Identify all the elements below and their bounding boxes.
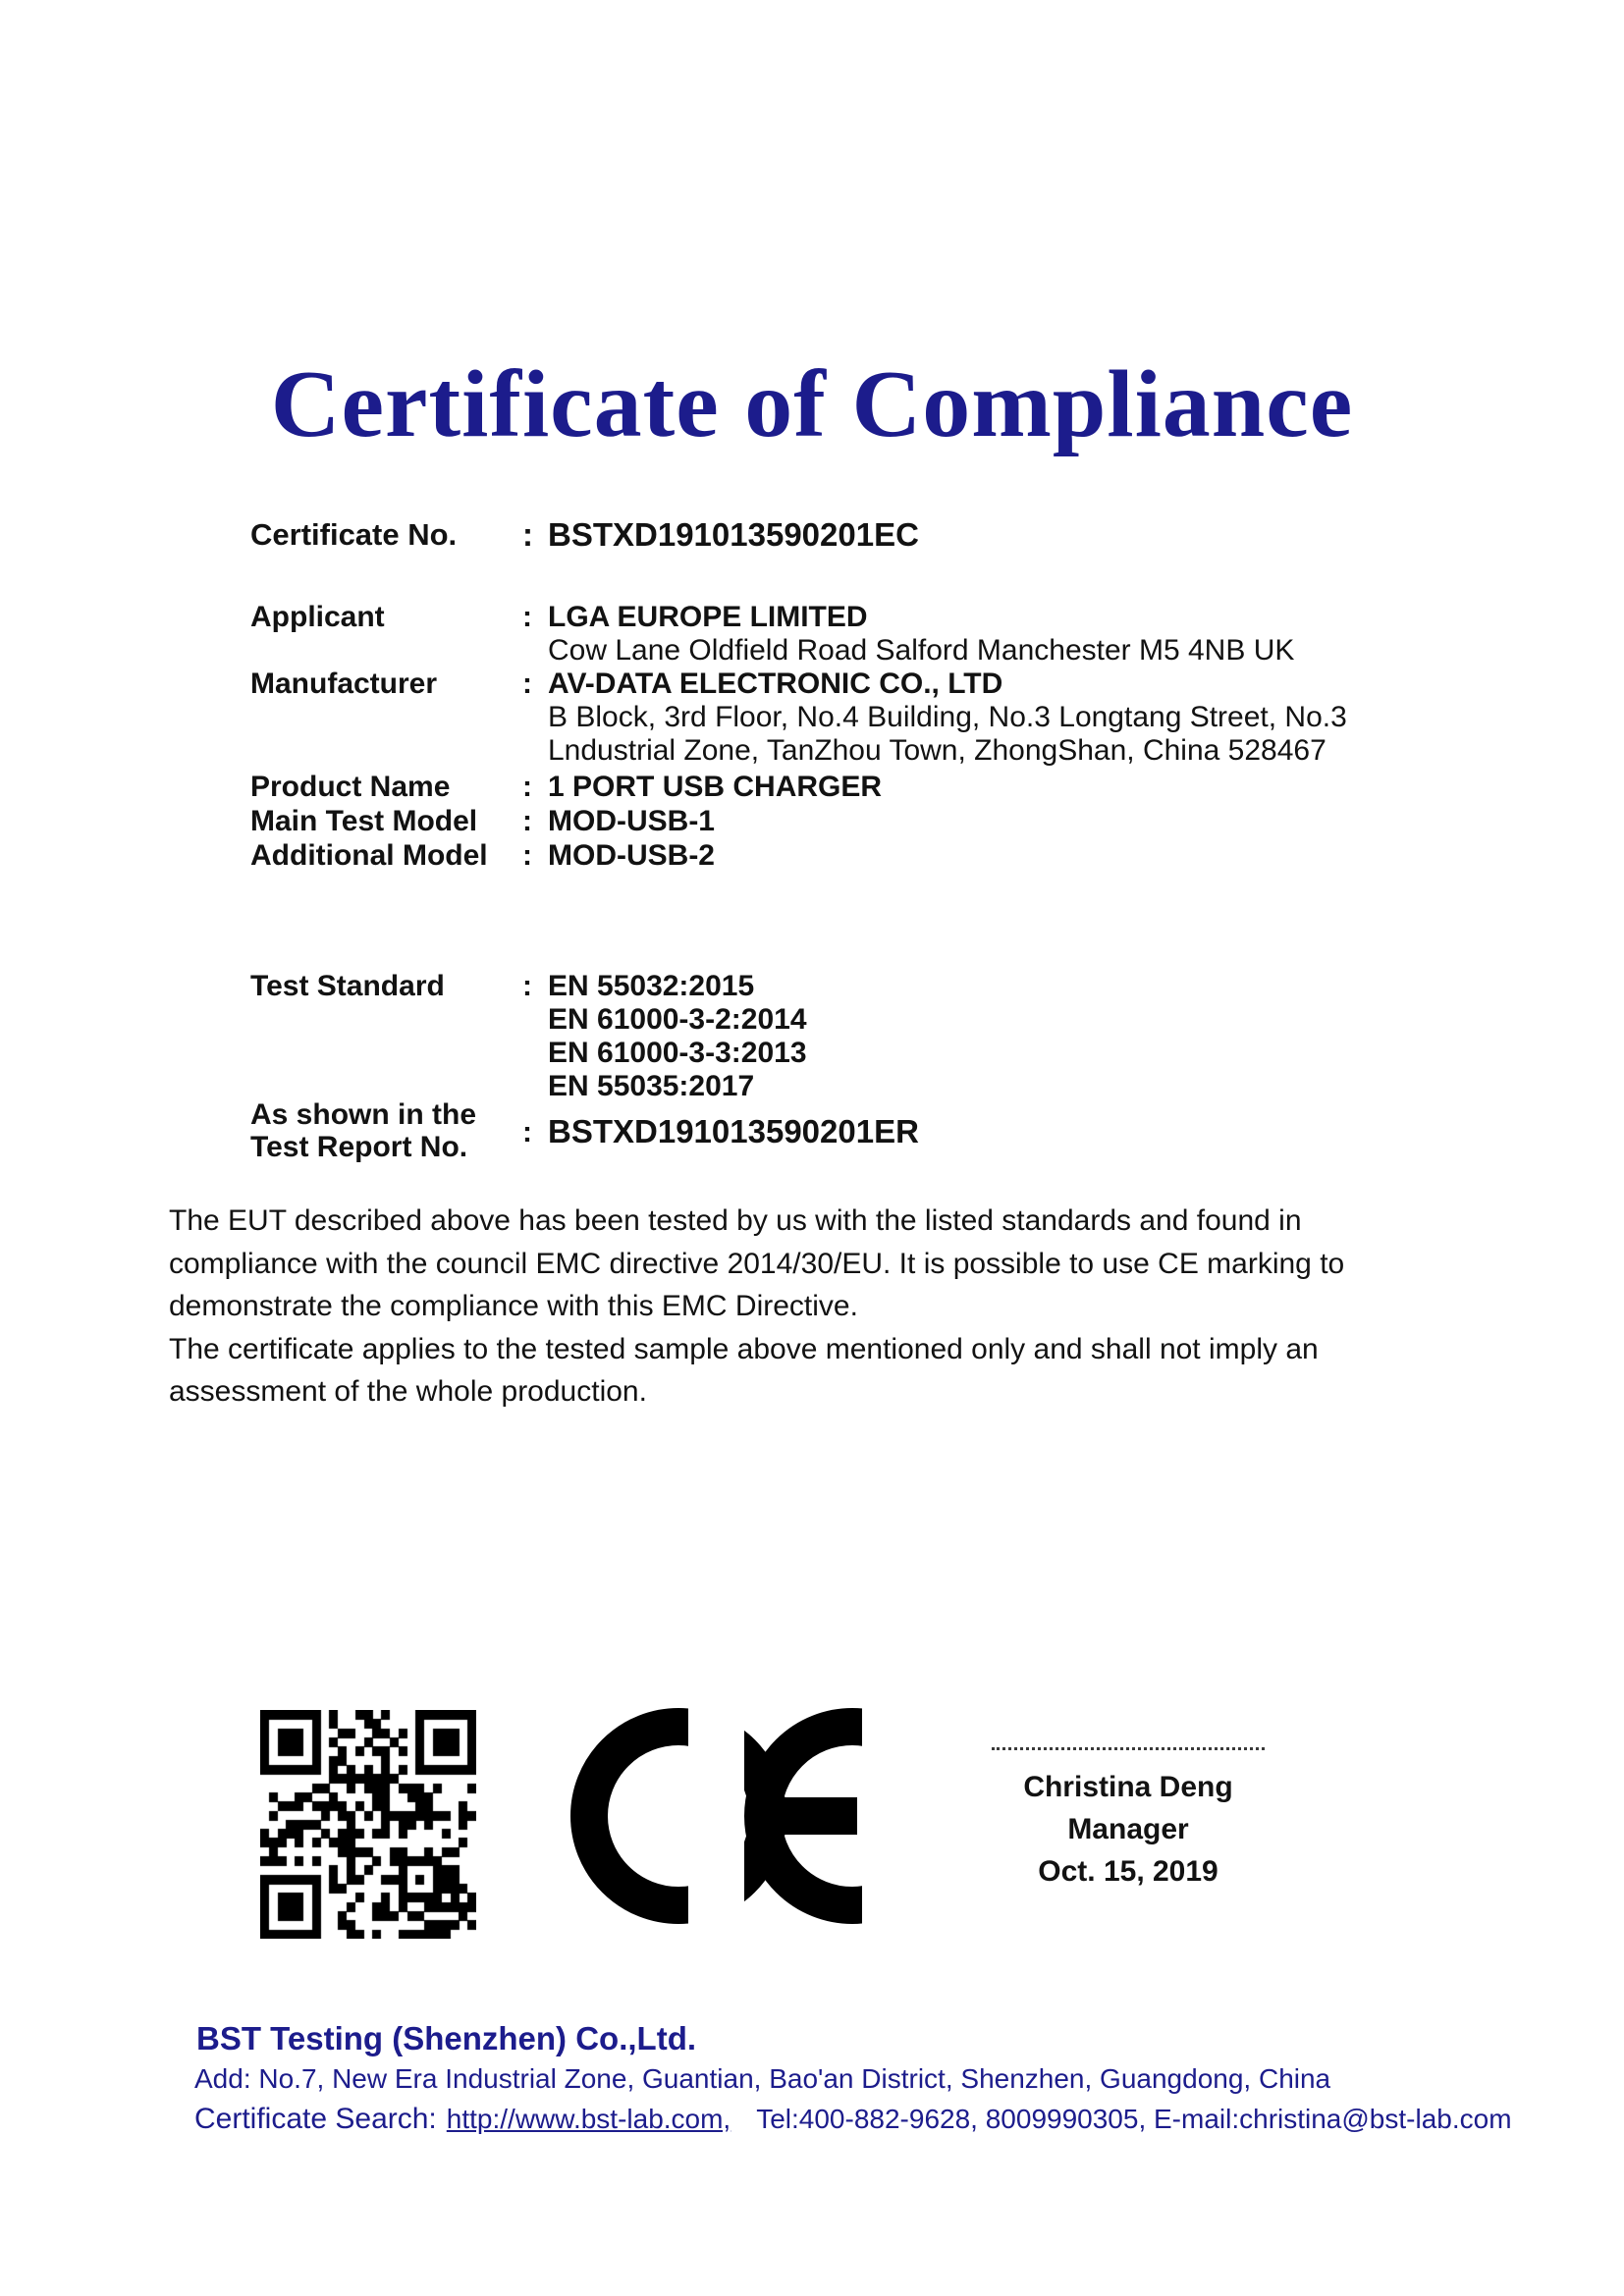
additional-model-label: Additional Model [250, 839, 488, 872]
signature-dotted-line [992, 1747, 1265, 1750]
manufacturer-value-block [548, 667, 1347, 768]
signatory-name: Christina Deng [1023, 1771, 1233, 1803]
field-row-manufacturer [250, 667, 1347, 768]
field-row-applicant [250, 601, 1294, 667]
issuer-company-name: BST Testing (Shenzhen) Co.,Ltd. [196, 2020, 697, 2056]
colon-separator: : [522, 839, 532, 872]
signature-block [985, 1747, 1272, 1893]
test-standard-values [548, 970, 807, 1103]
issuer-contact-info: Tel:400-882-9628, 8009990305, E-mail:christina@bst-lab.com [756, 2104, 1512, 2134]
test-report-no-value: BSTXD191013590201ER [548, 1113, 919, 1149]
test-standard-label: Test Standard [250, 970, 445, 1002]
field-row-test-standard [250, 970, 807, 1103]
certificate-no-value: BSTXD191013590201EC [548, 516, 919, 553]
colon-separator: : [522, 516, 533, 553]
test-standard-item: EN 61000-3-2:2014 [548, 1003, 807, 1036]
colon-separator: : [522, 667, 532, 700]
statement-paragraph-1: The EUT described above has been tested by us with the listed standards and found in compliance with the council EMC directive 2014/30/EU. It is possible to use CE marking to demonstrate the compliance with this EMC Directive. [169, 1204, 1345, 1322]
page-title: Certificate of Compliance [270, 351, 1354, 457]
applicant-value-block [548, 601, 1294, 667]
colon-separator: : [522, 771, 532, 803]
product-name-value: 1 PORT USB CHARGER [548, 771, 883, 803]
colon-separator: : [522, 601, 532, 633]
manufacturer-name: AV-DATA ELECTRONIC CO., LTD [548, 667, 1003, 700]
manufacturer-address-line1: B Block, 3rd Floor, No.4 Building, No.3 Longtang Street, No.3 [548, 701, 1347, 733]
field-row-product-name [250, 770, 882, 804]
statement-text [169, 1200, 1435, 1414]
test-standard-item: EN 55032:2015 [548, 970, 755, 1002]
field-row-main-test-model [250, 804, 715, 838]
certificate-search-link[interactable]: http://www.bst-lab.com, [446, 2104, 731, 2134]
certificate-no-label: Certificate No. [250, 517, 458, 552]
qr-code [260, 1710, 476, 1939]
test-report-no-label: As shown in the Test Report No. [250, 1098, 477, 1163]
applicant-address: Cow Lane Oldfield Road Salford Manchester M5 4NB UK [548, 634, 1295, 667]
certificate-search-label: Certificate Search: [194, 2103, 437, 2135]
test-standard-item: EN 61000-3-3:2013 [548, 1037, 807, 1069]
colon-separator: : [522, 970, 532, 1002]
test-standard-item: EN 55035:2017 [548, 1070, 755, 1102]
main-test-model-value: MOD-USB-1 [548, 805, 715, 837]
field-row-additional-model [250, 838, 715, 873]
issuer-address: Add: No.7, New Era Industrial Zone, Guantian, Bao'an District, Shenzhen, Guangdong, China [194, 2063, 1331, 2094]
additional-model-value: MOD-USB-2 [548, 839, 715, 872]
manufacturer-label: Manufacturer [250, 667, 438, 700]
colon-separator: : [522, 1115, 532, 1148]
signatory-role: Manager [1067, 1813, 1189, 1845]
product-name-label: Product Name [250, 771, 451, 803]
field-row-certificate-no [250, 516, 919, 554]
applicant-name: LGA EUROPE LIMITED [548, 601, 868, 633]
manufacturer-address-line2: Lndustrial Zone, TanZhou Town, ZhongShan, China 528467 [548, 734, 1326, 767]
ce-mark-icon [570, 1707, 885, 1925]
colon-separator: : [522, 805, 532, 837]
applicant-label: Applicant [250, 601, 385, 633]
main-test-model-label: Main Test Model [250, 805, 478, 837]
statement-paragraph-2: The certificate applies to the tested sample above mentioned only and shall not imply an assessment of the whole production. [169, 1332, 1319, 1408]
certificate-search-line [194, 2103, 1512, 2136]
field-row-test-report-no [250, 1098, 919, 1165]
signature-date: Oct. 15, 2019 [1038, 1855, 1218, 1888]
